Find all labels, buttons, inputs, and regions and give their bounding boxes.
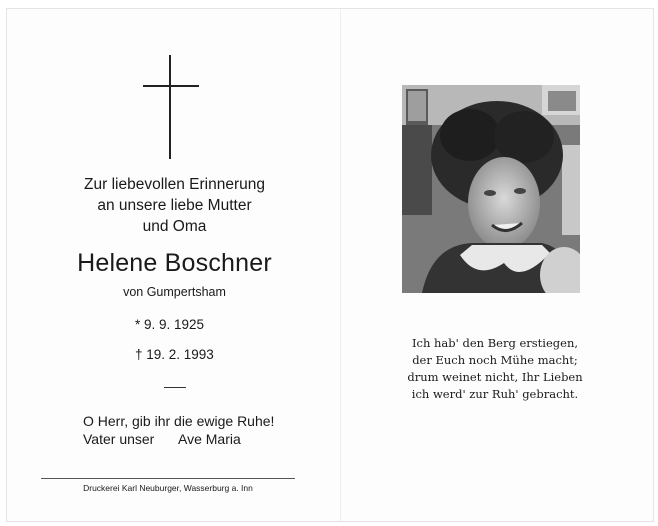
footer-rule bbox=[41, 478, 295, 479]
prayer-vater-unser: Vater unser bbox=[83, 431, 155, 447]
intro-line: und Oma bbox=[142, 218, 207, 235]
poem-line: Ich hab' den Berg erstiegen, bbox=[411, 336, 579, 350]
deceased-name: Helene Boschner bbox=[77, 249, 272, 277]
death-date: † 19. 2. 1993 bbox=[135, 347, 214, 362]
card-fold bbox=[340, 9, 341, 521]
intro-line: Zur liebevollen Erinnerung bbox=[84, 176, 265, 193]
prayer-line: O Herr, gib ihr die ewige Ruhe! bbox=[83, 413, 275, 429]
intro-line: an unsere liebe Mutter bbox=[97, 197, 252, 214]
poem-line: ich werd' zur Ruh' gebracht. bbox=[411, 387, 579, 401]
poem-line: drum weinet nicht, Ihr Lieben bbox=[407, 370, 583, 384]
portrait-photo-image bbox=[402, 85, 580, 293]
intro-text bbox=[47, 174, 302, 237]
origin-text: von Gumpertsham bbox=[123, 285, 226, 299]
printer-credit: Druckerei Karl Neuburger, Wasserburg a. Inn bbox=[83, 483, 253, 493]
prayer-ave-maria: Ave Maria bbox=[178, 431, 241, 447]
portrait-photo bbox=[402, 85, 580, 293]
poem bbox=[381, 335, 609, 403]
divider bbox=[164, 387, 186, 388]
memorial-card bbox=[6, 8, 654, 522]
cross-icon bbox=[143, 55, 199, 159]
poem-line: der Euch noch Mühe macht; bbox=[412, 353, 578, 367]
birth-date: * 9. 9. 1925 bbox=[135, 317, 205, 332]
